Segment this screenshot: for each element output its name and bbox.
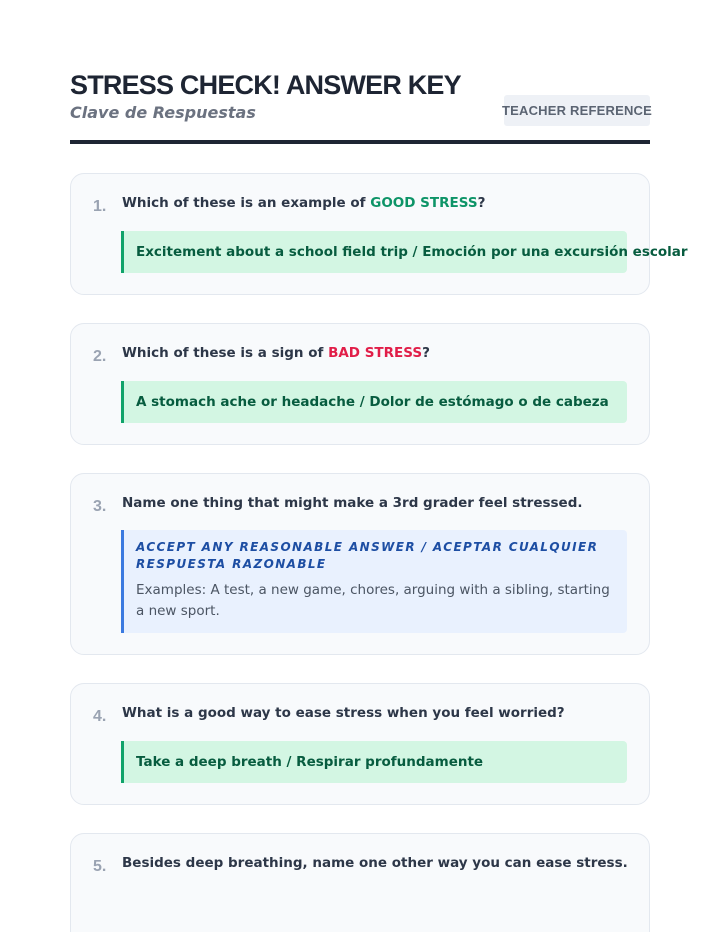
question-number: 3. bbox=[93, 498, 107, 515]
page-header bbox=[70, 0, 653, 144]
question-suffix: ? bbox=[422, 345, 430, 361]
question-number: 1. bbox=[93, 198, 107, 215]
answer-key-page bbox=[70, 0, 688, 875]
answer-text: Take a deep breath / Respirar profundamente bbox=[136, 754, 484, 770]
answer-box bbox=[121, 231, 688, 273]
question-card-1 bbox=[70, 173, 688, 295]
question-card-4 bbox=[70, 683, 650, 805]
question-text: What is a good way to ease stress when you feel worried? bbox=[122, 705, 565, 721]
question-card-3 bbox=[70, 473, 650, 655]
question-text bbox=[122, 345, 430, 361]
answer-box bbox=[121, 381, 627, 423]
open-answer-examples: Examples: A test, a new game, chores, arguing with a sibling, starting a new sport. bbox=[136, 582, 610, 619]
question-text bbox=[122, 195, 485, 211]
open-answer-title: ACCEPT ANY REASONABLE ANSWER / ACEPTAR CUALQUIER RESPUESTA RAZONABLE bbox=[136, 540, 599, 571]
question-prefix: Which of these is a sign of bbox=[122, 345, 329, 361]
question-number: 4. bbox=[93, 708, 107, 725]
question-card-5 bbox=[70, 833, 650, 932]
question-prefix: Which of these is an example of bbox=[122, 195, 371, 211]
answer-text: A stomach ache or headache / Dolor de estómago o de cabeza bbox=[136, 394, 609, 410]
answer-text: Excitement about a school field trip / Emoción por una excursión escolar bbox=[136, 244, 688, 260]
question-text: Name one thing that might make a 3rd grader feel stressed. bbox=[122, 495, 583, 511]
open-answer-box bbox=[121, 530, 627, 633]
question-number: 2. bbox=[93, 348, 107, 365]
good-stress-highlight: GOOD STRESS bbox=[370, 195, 478, 211]
question-card-2 bbox=[70, 323, 650, 445]
question-number: 5. bbox=[93, 858, 107, 875]
page-subtitle: Clave de Respuestas bbox=[70, 103, 256, 122]
question-text: Besides deep breathing, name one other way you can ease stress. bbox=[122, 855, 628, 871]
question-suffix: ? bbox=[477, 195, 486, 211]
teacher-reference-badge: TEACHER REFERENCE bbox=[504, 95, 650, 126]
answer-box bbox=[121, 741, 627, 783]
page-title: STRESS CHECK! ANSWER KEY bbox=[70, 70, 461, 100]
bad-stress-highlight: BAD STRESS bbox=[328, 345, 423, 361]
